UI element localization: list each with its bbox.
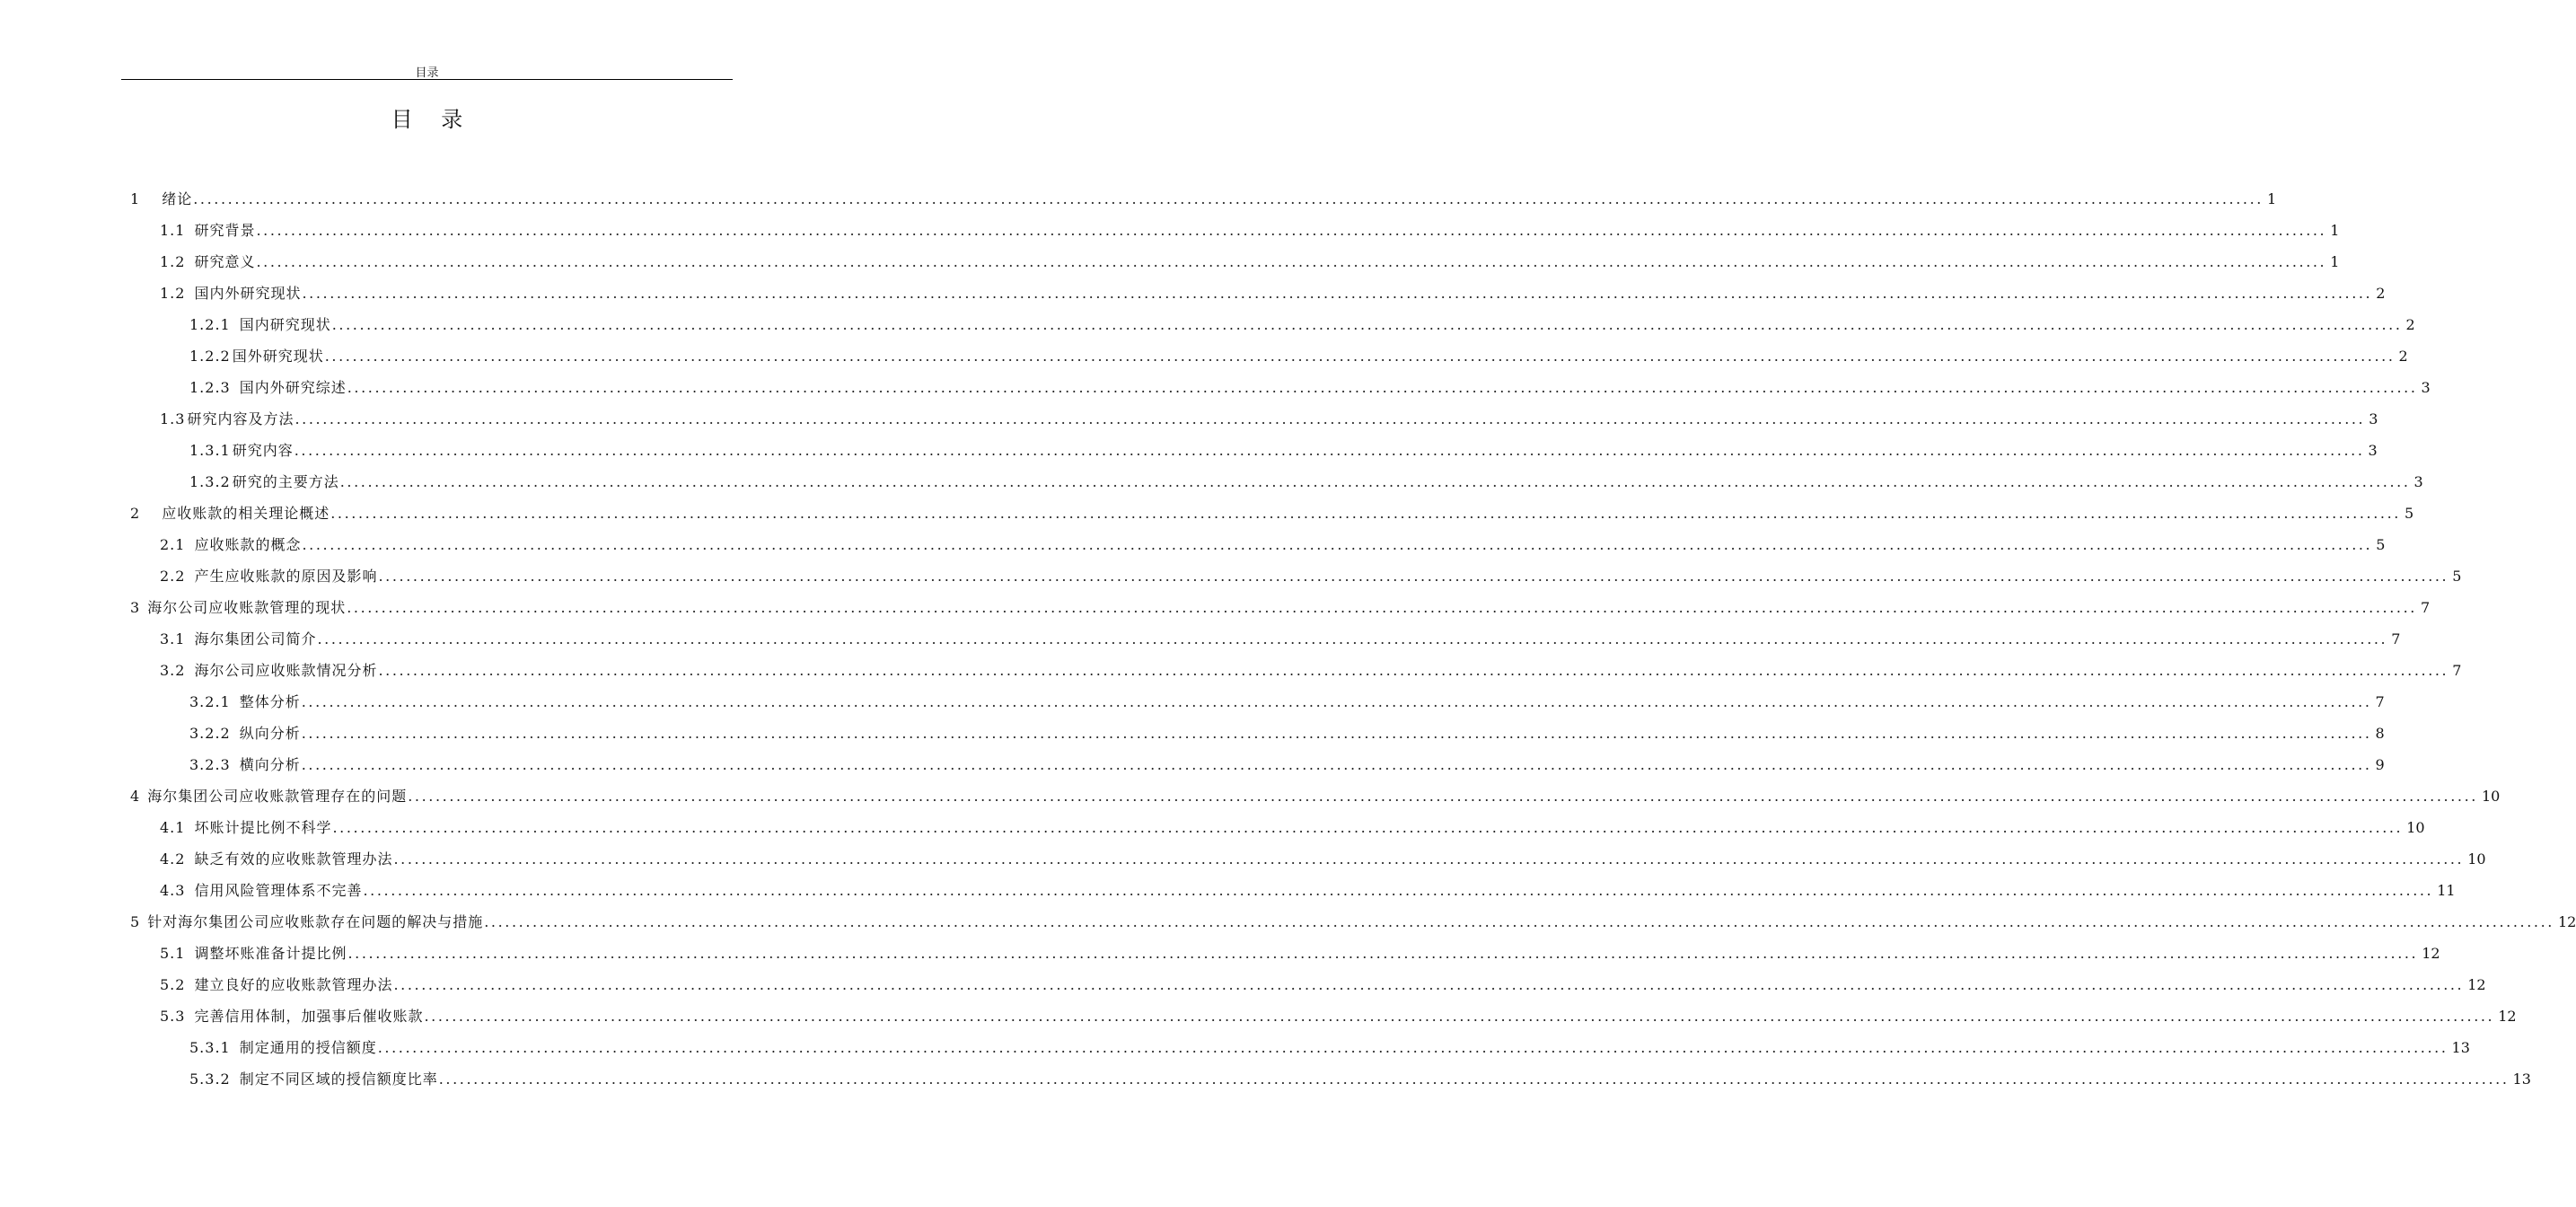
- toc-entry-title: 国内研究现状: [239, 316, 331, 333]
- toc-dot-leader: ............................................................................................................................................................................................................................................................................................................: [347, 599, 2417, 616]
- toc-entry-number: 2.2: [160, 568, 186, 585]
- toc-entry-number: 3.1: [160, 630, 186, 648]
- toc-entry-title: 海尔集团公司应收账款管理存在的问题: [147, 788, 408, 805]
- toc-entry-page-number: 7: [2420, 599, 2431, 616]
- toc-entry-page-number: 5: [2404, 505, 2414, 522]
- toc-entry[interactable]: [189, 1036, 2470, 1060]
- toc-entry-title: 海尔公司应收账款情况分析: [194, 662, 378, 679]
- toc-entry[interactable]: [130, 785, 2501, 808]
- toc-entry-page-number: 12: [2422, 945, 2440, 962]
- toc-entry-title: 横向分析: [239, 756, 301, 773]
- toc-entry-number: 5.1: [160, 945, 186, 962]
- toc-entry-number: 1.2.1: [189, 316, 231, 333]
- toc-entry-title: 海尔公司应收账款管理的现状: [147, 599, 347, 616]
- toc-entry-page-number: 10: [2481, 788, 2501, 805]
- toc-entry[interactable]: [160, 816, 2425, 840]
- toc-dot-leader: ............................................................................................................................................................................................................................................................................................................: [256, 253, 2327, 270]
- toc-entry-number: 3.2: [160, 662, 186, 679]
- toc-entry-number: 1: [130, 190, 141, 207]
- toc-entry-number: 4.3: [160, 882, 186, 899]
- toc-entry[interactable]: [160, 659, 2462, 683]
- toc-dot-leader: ............................................................................................................................................................................................................................................................................................................: [377, 1039, 2449, 1056]
- toc-entry-title: 海尔集团公司简介: [194, 630, 317, 648]
- toc-dot-leader: ............................................................................................................................................................................................................................................................................................................: [347, 379, 2418, 396]
- toc-entry-page-number: 10: [2467, 850, 2486, 868]
- toc-entry-number: 1.3.1: [189, 442, 231, 459]
- toc-entry[interactable]: [160, 942, 2440, 965]
- toc-entry-number: 3.2.3: [189, 756, 231, 773]
- toc-dot-leader: ............................................................................................................................................................................................................................................................................................................: [294, 442, 2365, 459]
- toc-entry-title: 整体分析: [239, 693, 301, 710]
- toc-dot-leader: ............................................................................................................................................................................................................................................................................................................: [378, 568, 2449, 585]
- toc-entry-number: 2.1: [160, 536, 186, 553]
- toc-entry-title: 缺乏有效的应收账款管理办法: [194, 850, 393, 868]
- toc-dot-leader: ............................................................................................................................................................................................................................................................................................................: [301, 693, 2372, 710]
- toc-entry-page-number: 12: [2467, 976, 2486, 993]
- toc-dot-leader: ............................................................................................................................................................................................................................................................................................................: [438, 1070, 2510, 1088]
- toc-entry-page-number: 10: [2406, 819, 2425, 836]
- toc-entry-page-number: 11: [2437, 882, 2456, 899]
- toc-entry[interactable]: [130, 596, 2431, 620]
- toc-dot-leader: ............................................................................................................................................................................................................................................................................................................: [302, 285, 2373, 302]
- toc-entry-title: 应收账款的概念: [194, 536, 302, 553]
- toc-entry[interactable]: [160, 628, 2401, 651]
- toc-entry[interactable]: [160, 879, 2456, 903]
- toc-dot-leader: ............................................................................................................................................................................................................................................................................................................: [324, 348, 2396, 365]
- toc-dot-leader: ............................................................................................................................................................................................................................................................................................................: [484, 913, 2554, 930]
- toc-dot-leader: ............................................................................................................................................................................................................................................................................................................: [339, 473, 2411, 490]
- toc-entry-page-number: 3: [2413, 473, 2423, 490]
- toc-entry-page-number: 2: [2398, 348, 2408, 365]
- toc-entry[interactable]: [189, 313, 2415, 337]
- toc-dot-leader: ............................................................................................................................................................................................................................................................................................................: [393, 850, 2465, 868]
- toc-entry[interactable]: [189, 1068, 2531, 1091]
- toc-entry-page-number: 2: [2376, 285, 2386, 302]
- toc-entry-number: 3: [130, 599, 141, 616]
- toc-entry-number: 1.2.2: [189, 348, 231, 365]
- toc-dot-leader: ............................................................................................................................................................................................................................................................................................................: [393, 976, 2465, 993]
- toc-entry-number: 5.3.1: [189, 1039, 231, 1056]
- toc-dot-leader: ............................................................................................................................................................................................................................................................................................................: [301, 756, 2372, 773]
- toc-entry-number: 1.2: [160, 285, 186, 302]
- toc-entry-page-number: 3: [2369, 410, 2378, 427]
- toc-entry-number: 1.2: [160, 253, 186, 270]
- toc-entry[interactable]: [189, 376, 2431, 400]
- toc-entry-number: 5.3.2: [189, 1070, 231, 1088]
- toc-dot-leader: ............................................................................................................................................................................................................................................................................................................: [317, 630, 2388, 648]
- toc-entry-page-number: 1: [2330, 222, 2340, 239]
- toc-entry[interactable]: [160, 1005, 2517, 1028]
- toc-entry[interactable]: [189, 471, 2423, 494]
- toc-entry[interactable]: [130, 188, 2277, 211]
- toc-entry-title: 国外研究现状: [232, 348, 324, 365]
- toc-dot-leader: ............................................................................................................................................................................................................................................................................................................: [193, 190, 2264, 207]
- toc-dot-leader: ............................................................................................................................................................................................................................................................................................................: [302, 536, 2373, 553]
- toc-entry-page-number: 3: [2421, 379, 2431, 396]
- toc-dot-leader: ............................................................................................................................................................................................................................................................................................................: [378, 662, 2449, 679]
- toc-entry-number: 2: [130, 505, 141, 522]
- toc-entry-title: 应收账款的相关理论概述: [162, 505, 330, 522]
- toc-entry[interactable]: [130, 911, 2576, 934]
- toc-entry-number: 4.2: [160, 850, 186, 868]
- toc-entry[interactable]: [189, 345, 2408, 368]
- toc-entry-title: 研究内容及方法: [187, 410, 295, 427]
- toc-dot-leader: ............................................................................................................................................................................................................................................................................................................: [295, 410, 2366, 427]
- toc-entry-number: 1.3.2: [189, 473, 231, 490]
- toc-entry[interactable]: [160, 282, 2386, 305]
- toc-entry-number: 3.2.2: [189, 725, 231, 742]
- toc-entry[interactable]: [160, 408, 2378, 431]
- toc-entry-page-number: 13: [2451, 1039, 2470, 1056]
- toc-entry[interactable]: [160, 848, 2486, 871]
- toc-entry-number: 3.2.1: [189, 693, 231, 710]
- toc-entry-page-number: 8: [2375, 725, 2385, 742]
- toc-entry-number: 4.1: [160, 819, 186, 836]
- toc-entry-title: 坏账计提比例不科学: [194, 819, 332, 836]
- toc-entry-page-number: 13: [2512, 1070, 2531, 1088]
- header-rule: [121, 79, 733, 80]
- page-title: 目 录: [391, 107, 474, 132]
- toc-entry-number: 1.2.3: [189, 379, 231, 396]
- toc-dot-leader: ............................................................................................................................................................................................................................................................................................................: [332, 819, 2404, 836]
- toc-entry-page-number: 5: [2376, 536, 2386, 553]
- toc-entry-number: 5.3: [160, 1008, 186, 1025]
- toc-entry-title: 国内外研究现状: [194, 285, 302, 302]
- toc-entry-title: 调整坏账准备计提比例: [194, 945, 347, 962]
- toc-entry[interactable]: [160, 251, 2340, 274]
- toc-entry-page-number: 7: [2391, 630, 2401, 648]
- toc-entry-number: 4: [130, 788, 141, 805]
- toc-dot-leader: ............................................................................................................................................................................................................................................................................................................: [363, 882, 2434, 899]
- toc-entry-page-number: 5: [2452, 568, 2462, 585]
- running-header: 目录: [415, 66, 439, 80]
- toc-dot-leader: ............................................................................................................................................................................................................................................................................................................: [331, 316, 2403, 333]
- toc-dot-leader: ............................................................................................................................................................................................................................................................................................................: [424, 1008, 2495, 1025]
- toc-entry-page-number: 1: [2266, 190, 2277, 207]
- toc-entry-title: 针对海尔集团公司应收账款存在问题的解决与措施: [147, 913, 484, 930]
- toc-entry[interactable]: [160, 565, 2462, 588]
- toc-dot-leader: ............................................................................................................................................................................................................................................................................................................: [256, 222, 2327, 239]
- toc-entry-title: 建立良好的应收账款管理办法: [194, 976, 393, 993]
- toc-entry-title: 研究内容: [232, 442, 294, 459]
- toc-dot-leader: ............................................................................................................................................................................................................................................................................................................: [330, 505, 2401, 522]
- toc-entry[interactable]: [160, 974, 2486, 997]
- toc-entry-page-number: 1: [2330, 253, 2340, 270]
- toc-dot-leader: ............................................................................................................................................................................................................................................................................................................: [347, 945, 2419, 962]
- toc-entry-title: 国内外研究综述: [239, 379, 347, 396]
- toc-entry[interactable]: [130, 502, 2414, 525]
- toc-entry-page-number: 7: [2452, 662, 2462, 679]
- toc-entry-title: 制定通用的授信额度: [239, 1039, 377, 1056]
- toc-entry-title: 产生应收账款的原因及影响: [194, 568, 378, 585]
- toc-entry-page-number: 12: [2498, 1008, 2517, 1025]
- toc-entry-title: 完善信用体制，加强事后催收账款: [194, 1008, 424, 1025]
- toc-entry-title: 研究意义: [194, 253, 256, 270]
- toc-entry-number: 1.1: [160, 222, 186, 239]
- toc-entry[interactable]: [189, 722, 2385, 745]
- toc-entry[interactable]: [189, 691, 2385, 714]
- toc-entry-page-number: 7: [2375, 693, 2385, 710]
- toc-entry[interactable]: [160, 533, 2386, 557]
- toc-entry[interactable]: [160, 219, 2340, 242]
- toc-entry-title: 信用风险管理体系不完善: [194, 882, 363, 899]
- toc-entry-title: 制定不同区域的授信额度比率: [239, 1070, 438, 1088]
- toc-entry-page-number: 12: [2557, 913, 2576, 930]
- toc-entry-page-number: 3: [2368, 442, 2378, 459]
- toc-entry-title: 纵向分析: [239, 725, 301, 742]
- toc-entry-number: 5: [130, 913, 141, 930]
- toc-entry-number: 5.2: [160, 976, 186, 993]
- toc-entry[interactable]: [189, 753, 2385, 777]
- toc-entry-title: 绪论: [162, 190, 193, 207]
- toc-entry-title: 研究的主要方法: [232, 473, 339, 490]
- toc-entry-page-number: 9: [2375, 756, 2385, 773]
- toc-dot-leader: ............................................................................................................................................................................................................................................................................................................: [408, 788, 2478, 805]
- toc-entry-number: 1.3: [160, 410, 186, 427]
- toc-entry-title: 研究背景: [194, 222, 256, 239]
- toc-entry-page-number: 2: [2405, 316, 2415, 333]
- toc-entry[interactable]: [189, 439, 2378, 463]
- toc-dot-leader: ............................................................................................................................................................................................................................................................................................................: [301, 725, 2372, 742]
